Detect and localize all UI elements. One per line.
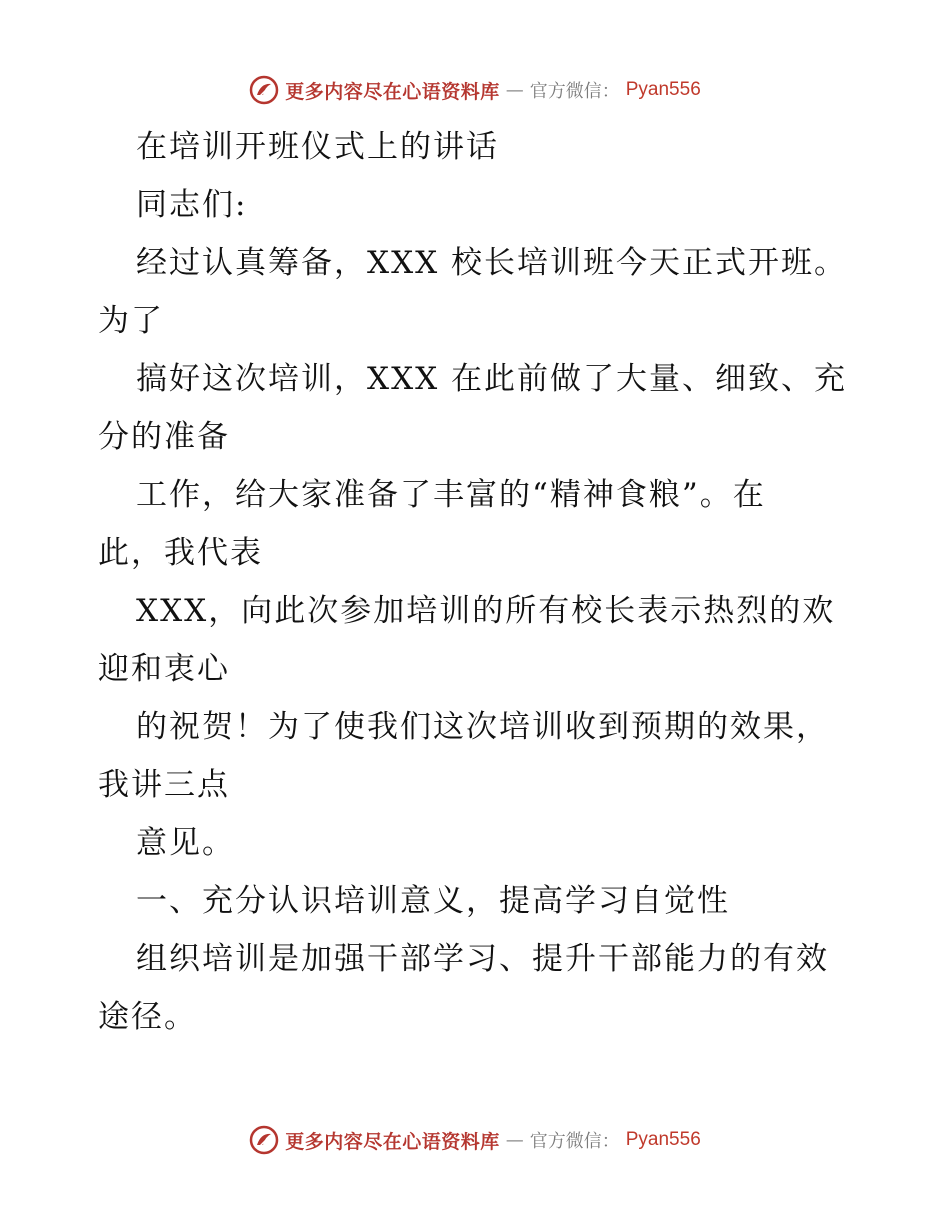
brand-logo-icon (249, 1125, 279, 1155)
footer-brand-bar (0, 1120, 950, 1160)
text-line: 工作，给大家准备了丰富的“精神食粮”。在 (136, 477, 766, 513)
header-brand-bar (0, 70, 950, 110)
text-line: 我讲三点 (98, 767, 230, 803)
text-line: 分的准备 (98, 419, 230, 455)
document-title: 在培训开班仪式上的讲话 (136, 129, 499, 165)
footer-wechat-label: 官方微信： (529, 1131, 620, 1152)
text-line: 此，我代表 (98, 535, 263, 571)
footer-brand-text: 更多内容尽在心语资料库 (285, 1130, 500, 1153)
text-line: 意见。 (136, 825, 235, 861)
header-brand-dash: — (505, 79, 524, 101)
document-body (98, 118, 858, 1046)
header-wechat-id: Pyan556 (625, 79, 701, 100)
header-wechat-label: 官方微信： (529, 81, 620, 102)
footer-wechat-id: Pyan556 (625, 1129, 701, 1150)
text-line: 搞好这次培训，XXX 在此前做了大量、细致、充 (136, 361, 848, 397)
footer-brand (249, 1125, 701, 1155)
text-line: 组织培训是加强干部学习、提升干部能力的有效 (136, 941, 829, 977)
footer-brand-dash: — (505, 1129, 524, 1151)
header-brand-text: 更多内容尽在心语资料库 (285, 80, 500, 103)
brand-logo-icon (249, 75, 279, 105)
text-line: 迎和衷心 (98, 651, 230, 687)
header-brand (249, 75, 701, 105)
text-line: XXX，向此次参加培训的所有校长表示热烈的欢 (136, 593, 836, 629)
text-line: 的祝贺！为了使我们这次培训收到预期的效果， (136, 709, 829, 745)
salutation: 同志们: (136, 187, 248, 223)
text-line: 途径。 (98, 999, 197, 1035)
text-line: 经过认真筹备，XXX 校长培训班今天正式开班。 (136, 245, 848, 281)
text-line: 为了 (98, 303, 164, 339)
section-heading: 一、充分认识培训意义，提高学习自觉性 (136, 883, 730, 919)
